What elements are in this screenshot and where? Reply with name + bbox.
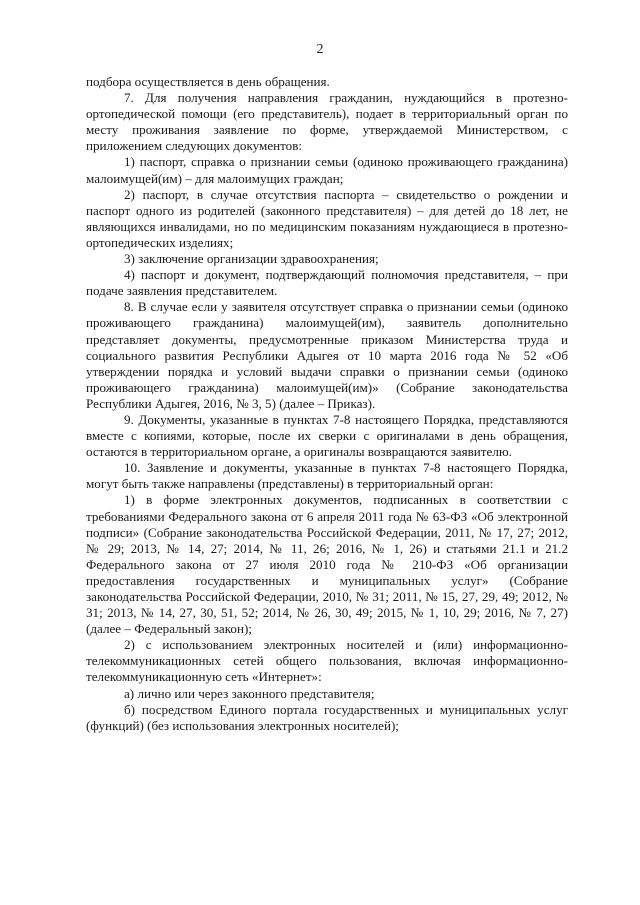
paragraph: 10. Заявление и документы, указанные в пунктах 7-8 настоящего Порядка, могут быть также направлены (представлены) в территориальный орган: — [86, 460, 568, 492]
paragraph: 2) с использованием электронных носителей и (или) информационно-телекоммуникационных сетей общего пользования, включая информационно-телекоммуникационную сеть «Интернет»: — [86, 637, 568, 685]
page-number: 2 — [316, 42, 324, 57]
document-body — [86, 74, 568, 734]
paragraph: 8. В случае если у заявителя отсутствует справка о признании семьи (одиноко проживающего гражданина) малоимущей(им), заявитель дополнительно представляет документы, предусмотренные приказом Министерства труда и социального развития Республики Адыгея от 10 марта 2016 года № 52 «Об утверждении порядка и условий выдачи справки о признании семьи (одиноко проживающего гражданина) малоимущей(им)» (Собрание законодательства Республики Адыгея, 2016, № 3, 5) (далее – Приказ). — [86, 299, 568, 411]
paragraph: 2) паспорт, в случае отсутствия паспорта – свидетельство о рождении и паспорт одного из родителей (законного представителя) – для детей до 18 лет, не являющихся инвалидами, но по медицинским показаниям нуждающиеся в протезно-ортопедических изделиях; — [86, 186, 568, 250]
paragraph: 4) паспорт и документ, подтверждающий полномочия представителя, – при подаче заявления представителем. — [86, 267, 568, 299]
paragraph: 7. Для получения направления гражданин, нуждающийся в протезно-ортопедической помощи (его представитель), подает в территориальный орган по месту проживания заявление по форме, утверждаемой Министерством, с приложением следующих документов: — [86, 90, 568, 154]
paragraph: 1) паспорт, справка о признании семьи (одиноко проживающего гражданина) малоимущей(им) – для малоимущих граждан; — [86, 154, 568, 186]
paragraph: б) посредством Единого портала государственных и муниципальных услуг (функций) (без использования электронных носителей); — [86, 701, 568, 733]
paragraph: подбора осуществляется в день обращения. — [86, 74, 330, 89]
paragraph: 9. Документы, указанные в пунктах 7-8 настоящего Порядка, представляются вместе с копиями, которые, после их сверки с оригиналами в день обращения, остаются в территориальном органе, а оригиналы возвращаются заявителю. — [86, 411, 568, 460]
paragraph: 3) заключение организации здравоохранения; — [124, 251, 379, 267]
paragraph: а) лично или через законного представителя; — [124, 685, 375, 701]
paragraph: 1) в форме электронных документов, подписанных в соответствии с требованиями Федерального закона от 6 апреля 2011 года № 63-ФЗ «Об электронной подписи» (Собрание законодательства Российской Федерации, 2011, № 17, 27; 2012, № 29; 2013, № 14, 27; 2014, № 11, 26; 2016, № 1, 26) и статьями 21.1 и 21.2 Федерального закона от 27 июля 2010 года № 210-ФЗ «Об организации предоставления государственных и муниципальных услуг» (Собрание законодательства Российской Федерации, 2010, № 31; 2011, № 15, 27, 29, 49; 2012, № 31; 2013, № 14, 27, 30, 51, 52; 2014, № 26, 30, 49; 2015, № 1, 10, 29; 2016, № 7, 27) (далее – Федеральный закон); — [86, 492, 568, 637]
